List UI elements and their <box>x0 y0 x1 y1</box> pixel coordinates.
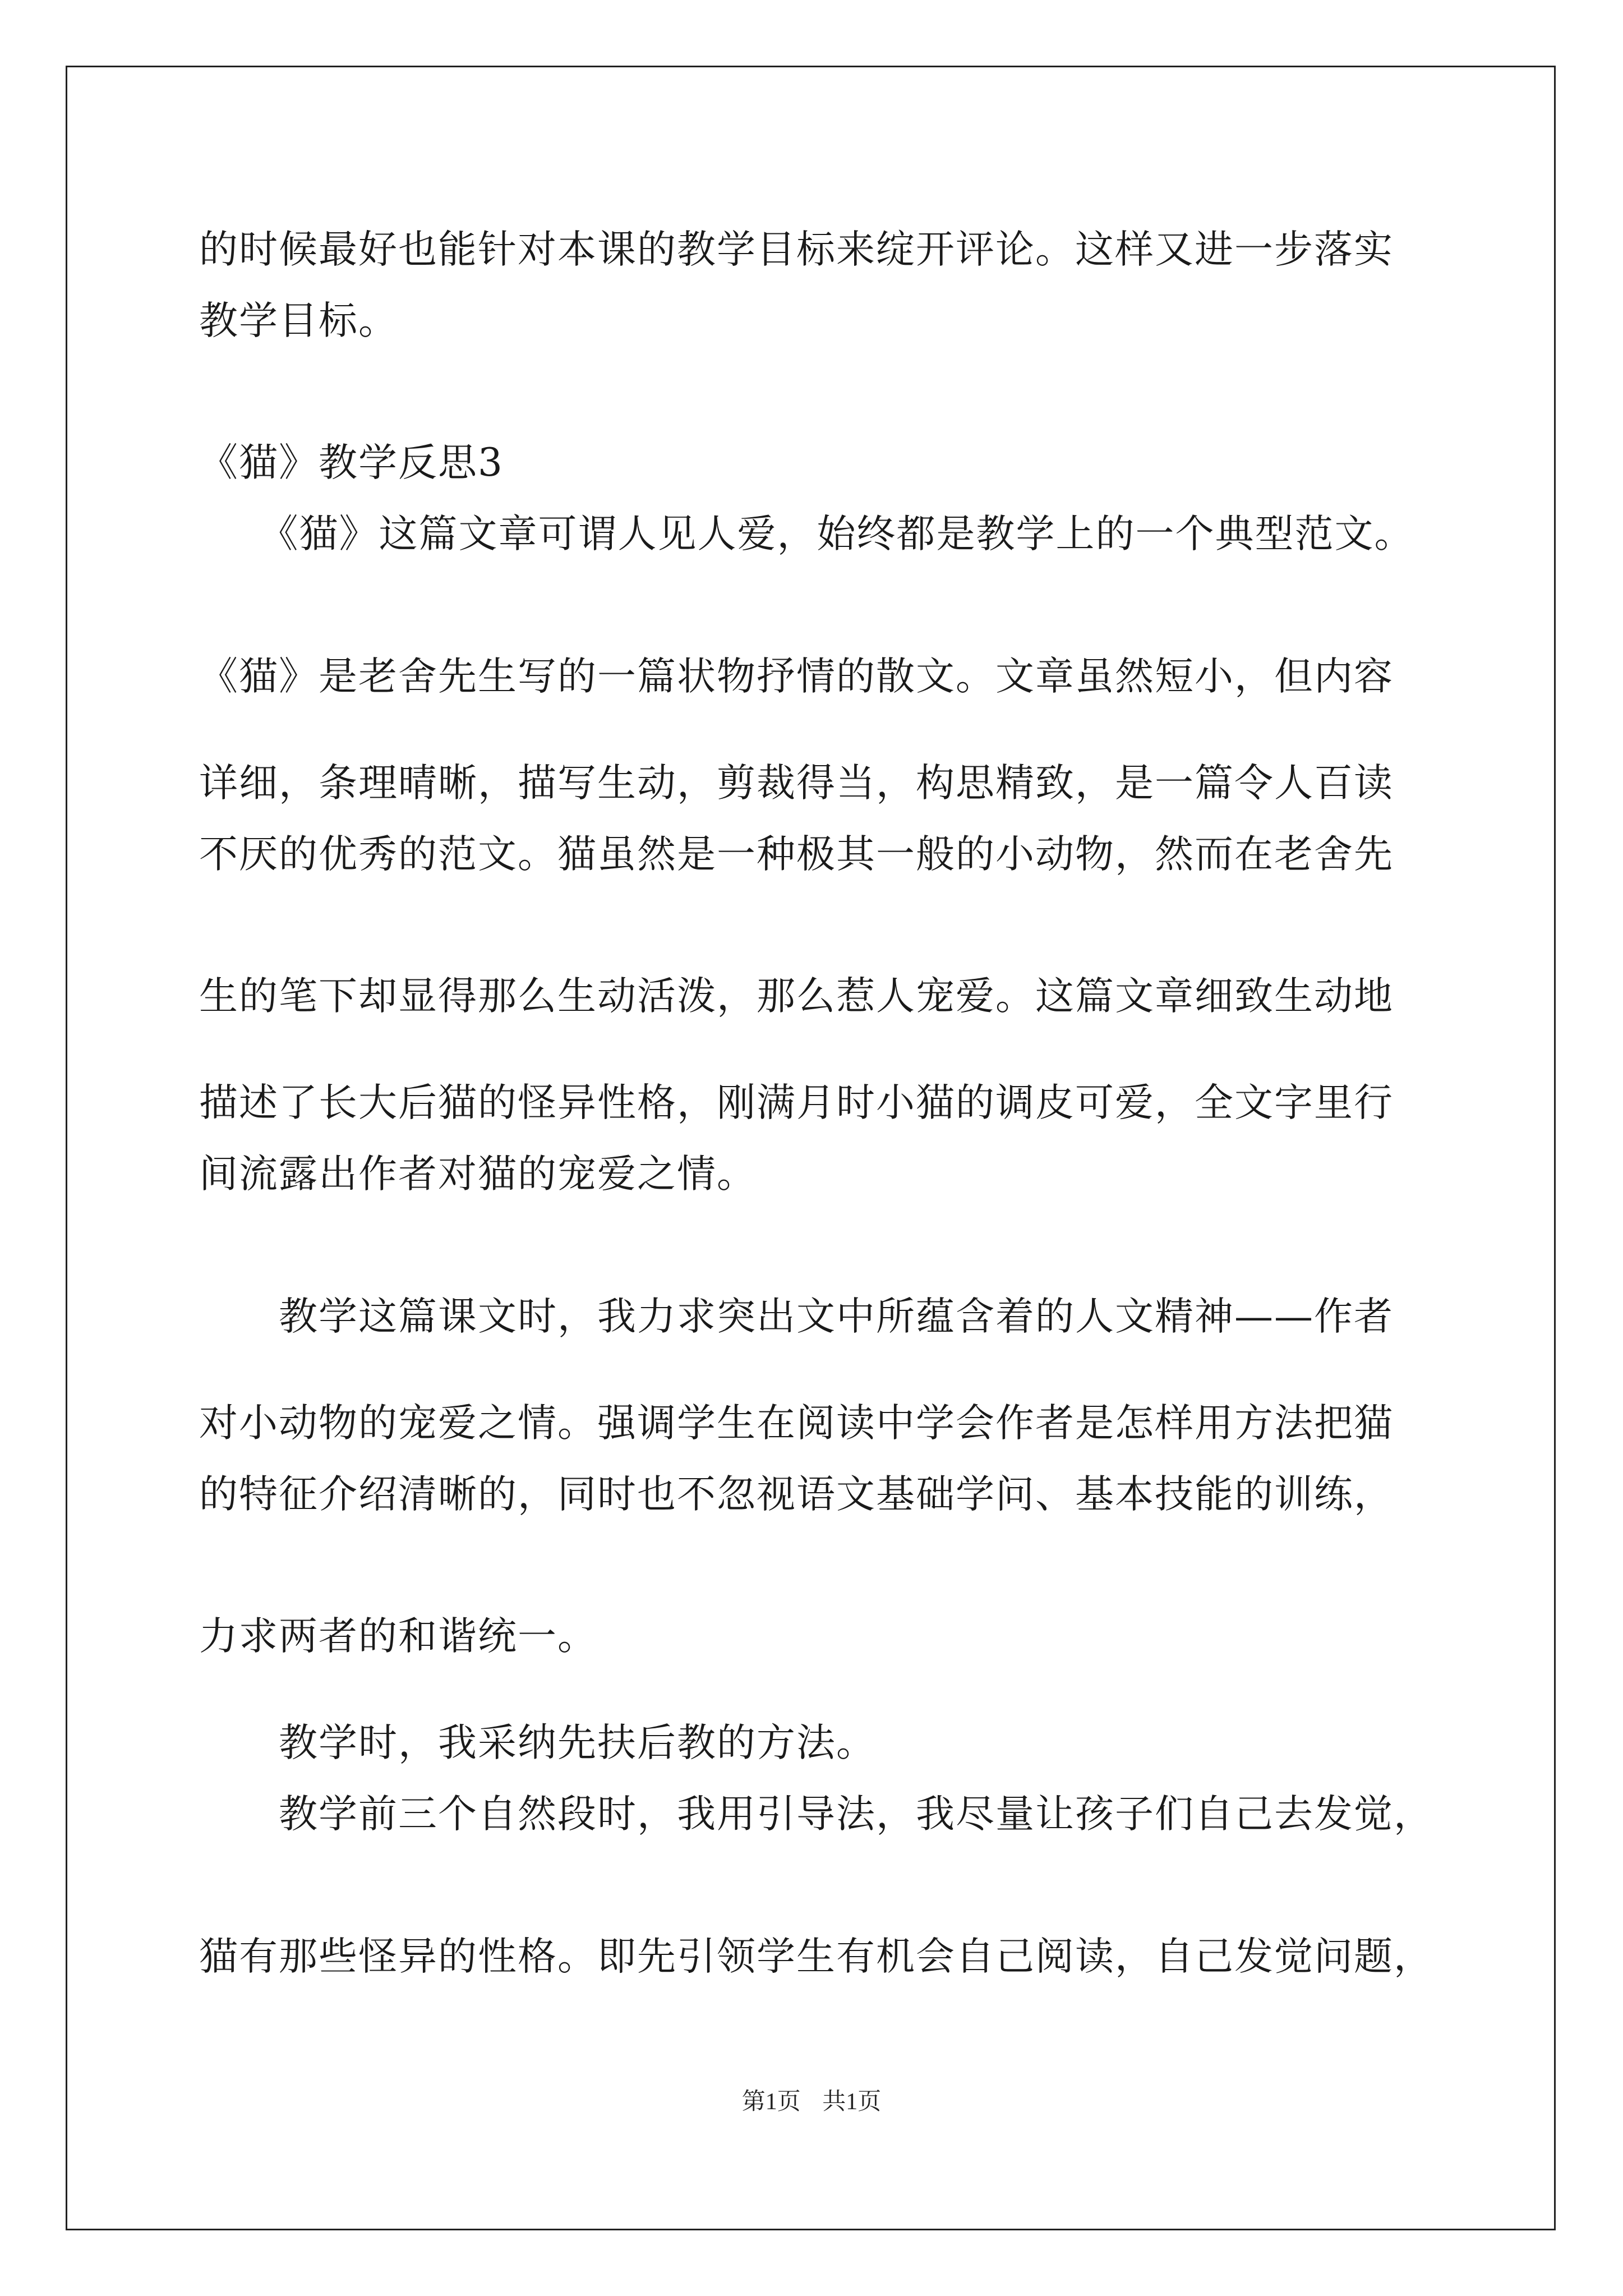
section-heading: 《猫》教学反思3 <box>199 440 504 485</box>
page-footer <box>0 2088 1623 2116</box>
text-line: 教学时，我采纳先扶后教的方法。 <box>199 1720 876 1765</box>
text-line: 生的笔下却显得那么生动活泼，那么惹人宠爱。这篇文章细致生动地 <box>199 974 1394 1019</box>
text-line: 教学前三个自然段时，我用引导法，我尽量让孩子们自己去发觉， <box>199 1792 1433 1837</box>
page-total: 共1页 <box>822 2089 882 2115</box>
text-line: 不厌的优秀的范文。猫虽然是一种极其一般的小动物，然而在老舍先 <box>199 832 1394 877</box>
text-line: 对小动物的宠爱之情。强调学生在阅读中学会作者是怎样用方法把猫 <box>199 1401 1394 1446</box>
text-line: 详细，条理晴晰，描写生动，剪裁得当，构思精致，是一篇令人百读 <box>199 761 1394 806</box>
text-line: 《猫》是老舍先生写的一篇状物抒情的散文。文章虽然短小，但内容 <box>199 654 1394 699</box>
text-line: 描述了长大后猫的怪异性格，刚满月时小猫的调皮可爱，全文字里行 <box>199 1080 1394 1125</box>
text-line: 的时候最好也能针对本课的教学目标来绽开评论。这样又进一步落实 <box>199 227 1394 272</box>
text-line: 教学这篇课文时，我力求突出文中所蕴含着的人文精神——作者 <box>199 1294 1394 1339</box>
text-line: 教学目标。 <box>199 298 398 343</box>
text-line: 猫有那些怪异的性格。即先引领学生有机会自己阅读，自己发觉问题， <box>199 1934 1433 1979</box>
page-border <box>66 66 1556 2230</box>
page-number: 第1页 <box>741 2089 801 2115</box>
text-line: 间流露出作者对猫的宠爱之情。 <box>199 1152 757 1197</box>
text-line: 力求两者的和谐统一。 <box>199 1614 597 1659</box>
text-line: 的特征介绍清晰的，同时也不忽视语文基础学问、基本技能的训练， <box>199 1472 1394 1517</box>
text-line: 《猫》这篇文章可谓人见人爱，始终都是教学上的一个典型范文。 <box>199 512 1414 556</box>
